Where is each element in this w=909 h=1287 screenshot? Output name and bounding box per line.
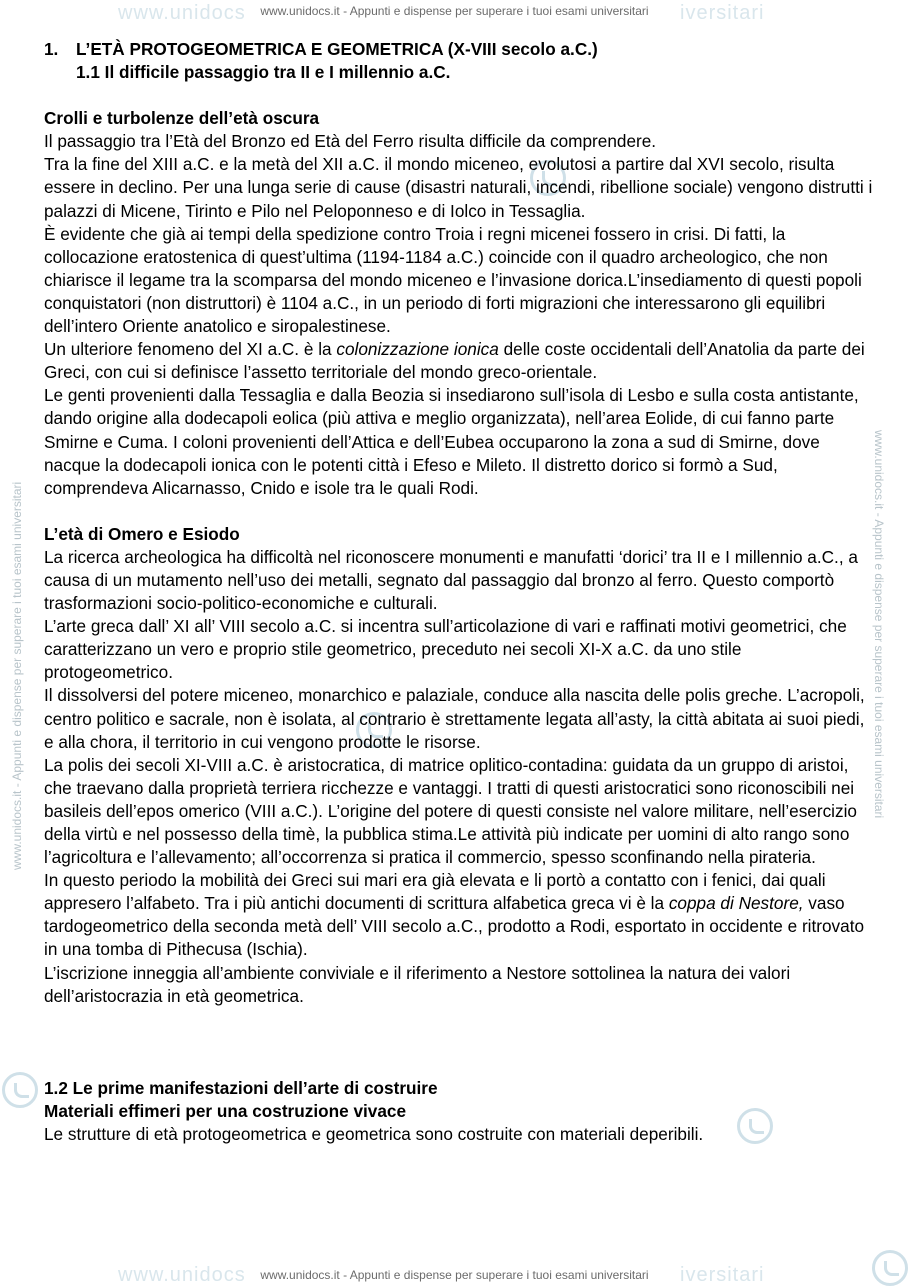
section-title: Crolli e turbolenze dell’età oscura — [44, 108, 320, 129]
paragraph: L’iscrizione inneggia all’ambiente conviviale e il riferimento a Nestore sottolinea la natura dei valori dell’aristocrazia in età geometrica. — [44, 962, 791, 1006]
watermark-footer: www.unidocs.it - Appunti e dispense per superare i tuoi esami universitari — [260, 1268, 649, 1282]
chapter-heading — [44, 38, 874, 61]
paragraph: Tra la fine del XIII a.C. e la metà del XII a.C. il mondo miceneo, evolutosi a partire dal XVI secolo, risulta essere in declino. Per una lunga serie di cause (disastri naturali, incendi, ribellione sociale) vengono distrutti i palazzi di Micene, Tirinto e Pilo nel Peloponneso e di Iolco in Tessaglia. — [44, 154, 873, 221]
chapter-subtitle: 1.1 Il difficile passaggio tra II e I millennio a.C. — [76, 62, 451, 83]
document-page — [44, 38, 874, 1146]
paragraph: Le genti provenienti dalla Tessaglia e dalla Beozia si insediarono sull’isola di Lesbo e sulla costa antistante, dando origine alla dodecapoli eolica (più attiva e meglio organizzata), nell’area Eolide, di cui fanno parte Smirne e Cuma. I coloni provenienti dell’Attica e dell’Eubea occuparono la zona a sud di Smirne, dove nacque la dodecapoli ionica con le potenti città i Efeso e Mileto. Il distretto dorico si formò a Sud, comprendeva Alicarnasso, Cnido e isole tra le quali Rodi. — [44, 385, 859, 498]
paragraph: Il dissolversi del potere miceneo, monarchico e palaziale, conduce alla nascita delle polis greche. L’acropoli, centro politico e sacrale, non è isolata, al contrario è strettamente legata all’asty, la città abitata ai suoi piedi, e alla chora, il territorio in cui vengono prodotte le risorse. — [44, 685, 865, 752]
watermark-faint-right: iversitari — [680, 2, 765, 24]
paragraph: Il passaggio tra l’Età del Bronzo ed Età del Ferro risulta difficile da comprendere. — [44, 131, 657, 152]
paragraph: La ricerca archeologica ha difficoltà nel riconoscere monumenti e manufatti ‘dorici’ tra II e I millennio a.C., a causa di un mutamento nell’uso dei metalli, segnato dal passaggio dal bronzo al ferro. Questo comportò trasformazioni socio-politico-economiche e culturali. — [44, 546, 858, 614]
watermark-faint-left: www.unidocs — [118, 2, 246, 24]
paragraph: In questo periodo la mobilità dei Greci sui mari era già elevata e li portò a contatto con i fenici, dai quali appresero l’alfabeto. Tra i più antichi documenti di scrittura alfabetica greca vi è la coppa di Nestore, vaso tardogeometrico della seconda metà dell’ VIII secolo a.C., prodotto a Rodi, esportato in occidente e ritrovato in una tomba di Pithecusa (Ischia). — [44, 870, 865, 960]
watermark-logo-icon — [2, 1072, 38, 1108]
paragraph: La polis dei secoli XI-VIII a.C. è aristocratica, di matrice oplitico-contadina: guidata da un gruppo di aristoi, che traevano dalla proprietà terriera ricchezze e vantaggi. I tratti di questi aristocratici sono riconoscibili nei basileis dell’epos omerico (VIII a.C.). L’origine del potere di questi consiste nel valore militare, nell’esercizio della virtù e nel possesso della timè, la pubblica stima.Le attività più indicate per uomini di alto rango sono l’agricoltura e l’allevamento; all’occorrenza si pratica il commercio, spesso sconfinando nella pirateria. — [44, 754, 857, 868]
watermark-side-right: www.unidocs.it - Appunti e dispense per superare i tuoi esami universitari — [872, 430, 886, 819]
paragraph: È evidente che già ai tempi della spedizione contro Troia i regni micenei fossero in crisi. Di fatti, la collocazione eratostenica di quest’ultima (1194-1184 a.C.) coincide con il quadro archeologico, che non chiarisce il legame tra la scomparsa del mondo miceneo e l’invasione dorica.L’insediamento di questi popoli conquistatori (non distruttori) è 1104 a.C., in un periodo di forti migrazioni che interessarono gli equilibri dell’intero Oriente anatolico e siropalestinese. — [44, 223, 862, 337]
paragraph: Le strutture di età protogeometrica e geometrica sono costruite con materiali deperibili. — [44, 1123, 704, 1144]
watermark-side-left: www.unidocs.it - Appunti e dispense per superare i tuoi esami universitari — [10, 481, 24, 870]
watermark-logo-icon — [872, 1250, 908, 1286]
emphasis-text: colonizzazione ionica — [336, 339, 499, 360]
section-subtitle: Materiali effimeri per una costruzione vivace — [44, 1100, 407, 1121]
paragraph: Un ulteriore fenomeno del XI a.C. è la colonizzazione ionica delle coste occidentali dell’Anatolia da parte dei Greci, con cui si definisce l’assetto territoriale del mondo greco-orientale. — [44, 339, 865, 383]
watermark-header: www.unidocs.it - Appunti e dispense per superare i tuoi esami universitari — [260, 4, 649, 18]
watermark-faint-right-bottom: iversitari — [680, 1264, 765, 1286]
watermark-faint-left-bottom: www.unidocs — [118, 1264, 246, 1286]
section-title: L’età di Omero e Esiodo — [44, 523, 240, 544]
emphasis-text: coppa di Nestore, — [668, 893, 804, 914]
section-title: 1.2 Le prime manifestazioni dell’arte di costruire — [44, 1077, 438, 1098]
chapter-title: L’ETÀ PROTOGEOMETRICA E GEOMETRICA (X-VIII secolo a.C.) — [76, 39, 598, 59]
paragraph: L’arte greca dall’ XI all’ VIII secolo a.C. si incentra sull’articolazione di vari e raffinati motivi geometrici, che caratterizzano un vero e proprio stile geometrico, preceduto nei secoli XI-X a.C. da uno stile protogeometrico. — [44, 616, 847, 683]
chapter-number: 1. — [44, 39, 59, 59]
